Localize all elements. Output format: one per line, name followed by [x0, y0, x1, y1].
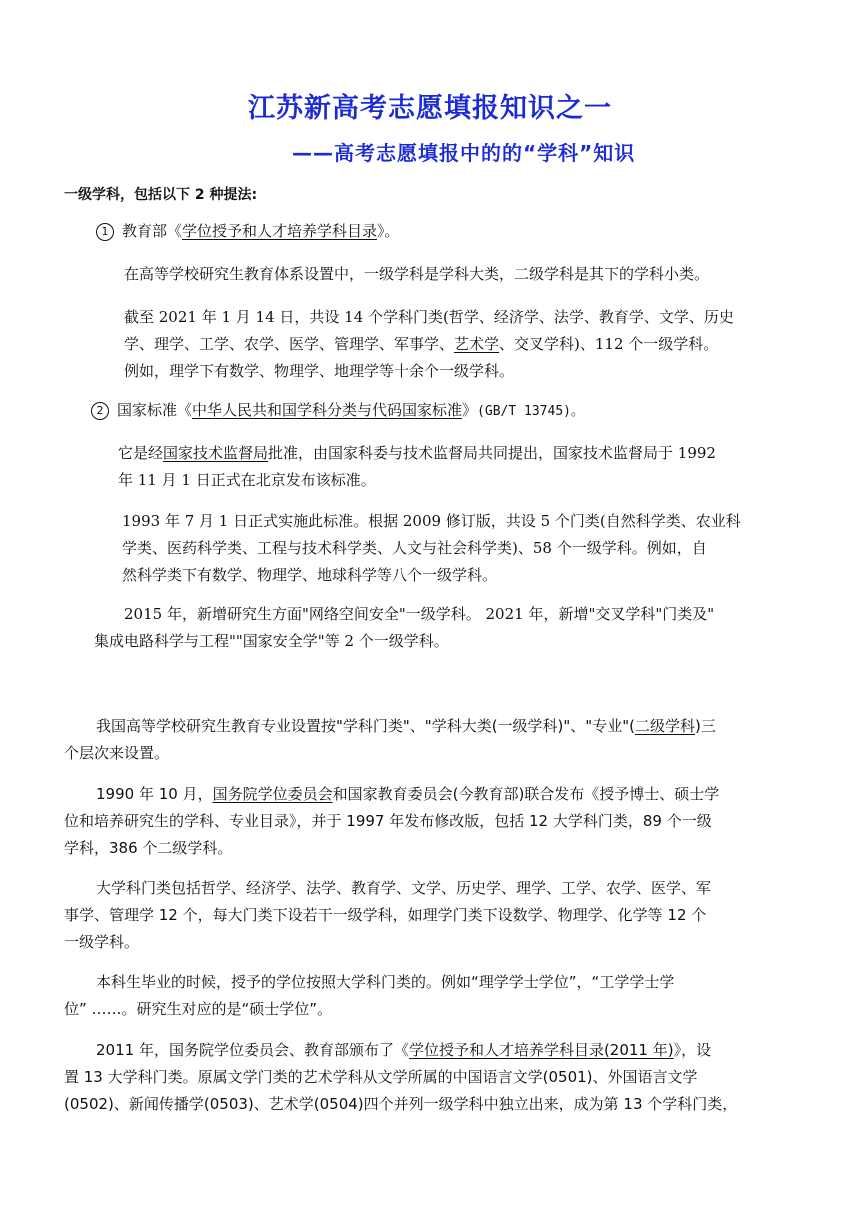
- section2-p4-line2: 位” ……。研究生对应的是“硕士学位”。: [64, 1000, 333, 1018]
- section2-p2-line1-post: 和国家教育委员会(今教育部)联合发布《授予博士、硕士学: [332, 785, 720, 803]
- section2-p1-line1: [64, 713, 804, 740]
- item1-p2-line2-pre: 学、理学、工学、农学、医学、管理学、军事学、: [124, 335, 455, 353]
- item1-p2-line3: 例如，理学下有数学、物理学、地理学等十余个一级学科。: [124, 362, 515, 380]
- catalog-2011-link[interactable]: 学位授予和人才培养学科目录(2011 年): [408, 1041, 674, 1059]
- item1-p2-line2: [124, 331, 734, 358]
- item2-p1-line1-post: 批准，由国家科委与技术监督局共同提出，国家技术监督局于 1992: [268, 444, 716, 462]
- page-title: 江苏新高考志愿填报知识之一: [248, 93, 612, 124]
- section2-p1-line1-post: )三: [694, 717, 716, 735]
- item2-paragraph1: [118, 440, 716, 494]
- item2-p1-line1: [118, 440, 716, 467]
- section2-paragraph3: [64, 875, 804, 956]
- section2-p3-line2: 事学、管理学 12 个，每大门类下设若干一级学科，如理学门类下设数学、物理学、化学等 12 个: [64, 906, 707, 924]
- section2-p2-line3: 学科，386 个二级学科。: [64, 839, 233, 857]
- item2-p3-line2: 集成电路科学与工程""国家安全学"等 2 个一级学科。: [94, 632, 449, 650]
- second-level-link[interactable]: 二级学科: [634, 717, 695, 735]
- item1-paragraph1: 在高等学校研究生教育体系设置中，一级学科是学科大类，二级学科是其下的学科小类。: [124, 265, 710, 283]
- section2-p5-line1: [64, 1037, 804, 1064]
- item2-link[interactable]: 中华人民共和国学科分类与代码国家标准: [192, 401, 463, 419]
- section2-p5-line1-post: 》，设: [673, 1041, 712, 1059]
- circled-number-1: 1: [96, 223, 114, 241]
- section2-paragraph1: [64, 713, 804, 767]
- section2-p2-line1-pre: 1990 年 10 月，: [96, 785, 213, 803]
- item2-code: (GB/T 13745)。: [477, 404, 584, 419]
- item1-p2-line1: 截至 2021 年 1 月 14 日，共设 14 个学科门类(哲学、经济学、法学、教育学、文学、历史: [124, 308, 734, 326]
- section2-paragraph5: [64, 1037, 804, 1118]
- item2-p2-line3: 然科学类下有数学、物理学、地球科学等八个一级学科。: [122, 566, 498, 584]
- section2-paragraph4: [64, 969, 804, 1023]
- item2-prefix: 国家标准《: [117, 401, 193, 419]
- section2-p3-line1: 大学科门类包括哲学、经济学、法学、教育学、文学、历史学、理学、工学、农学、医学、军: [96, 879, 712, 897]
- intro-heading: 一级学科，包括以下 2 种提法:: [64, 187, 258, 203]
- item2-p2-line2: 学类、医药科学类、工程与技术科学类、人文与社会科学类)、58 个一级学科。例如，自: [122, 539, 707, 557]
- bureau-link[interactable]: 国家技术监督局: [163, 444, 269, 462]
- section2-paragraph2: [64, 781, 804, 862]
- item1-suffix: 》。: [377, 222, 400, 240]
- item1-p2-line2-post: 、交叉学科)、112 个一级学科。: [499, 335, 719, 353]
- page-subtitle: ——高考志愿填报中的的“学科”知识: [292, 141, 636, 165]
- section2-p1-line1-pre: 我国高等学校研究生教育专业设置按"学科门类"、"学科大类(一级学科)"、"专业"(: [96, 717, 635, 735]
- section2-p5-line2: 置 13 大学科门类。原属文学门类的艺术学科从文学所属的中国语言文学(0501)、外国语言文学: [64, 1068, 698, 1086]
- item2-p2-line1: 1993 年 7 月 1 日正式实施此标准。根据 2009 修订版，共设 5 个门类(自然科学类、农业科: [122, 512, 741, 530]
- item1-link[interactable]: 学位授予和人才培养学科目录: [182, 222, 378, 240]
- section2-p2-line2: 位和培养研究生的学科、专业目录》，并于 1997 年发布修改版，包括 12 大学科门类，89 个一级: [64, 812, 712, 830]
- section2-p4-line1: 本科生毕业的时候，授予的学位按照大学科门类的。例如“理学学士学位”，“工学学士学: [96, 973, 675, 991]
- item2-paragraph3: [94, 601, 814, 655]
- item2-p3-line1: 2015 年，新增研究生方面"网络空间安全"一级学科。 2021 年，新增"交叉学科"门类及": [124, 605, 715, 623]
- item1-heading: [96, 218, 400, 245]
- item1-paragraph2: [124, 304, 734, 385]
- item2-p1-line2: 年 11 月 1 日正式在北京发布该标准。: [118, 471, 376, 489]
- section2-p3-line3: 一级学科。: [64, 933, 140, 951]
- art-link[interactable]: 艺术学: [454, 335, 500, 353]
- circled-number-2: 2: [91, 402, 109, 420]
- section2-p5-line3: (0502)、新闻传播学(0503)、艺术学(0504)四个并列一级学科中独立出来，成为第 13 个学科门类，: [64, 1095, 738, 1113]
- council-link[interactable]: 国务院学位委员会: [212, 785, 333, 803]
- section2-p2-line1: [64, 781, 804, 808]
- item2-heading: [91, 397, 584, 425]
- item1-prefix: 教育部《: [122, 222, 183, 240]
- item2-suffix: 》: [462, 401, 478, 419]
- item2-p1-line1-pre: 它是经: [118, 444, 164, 462]
- section2-p1-line2: 个层次来设置。: [64, 744, 170, 762]
- item2-paragraph2: [122, 508, 741, 589]
- section2-p5-line1-pre: 2011 年，国务院学位委员会、教育部颁布了《: [96, 1041, 409, 1059]
